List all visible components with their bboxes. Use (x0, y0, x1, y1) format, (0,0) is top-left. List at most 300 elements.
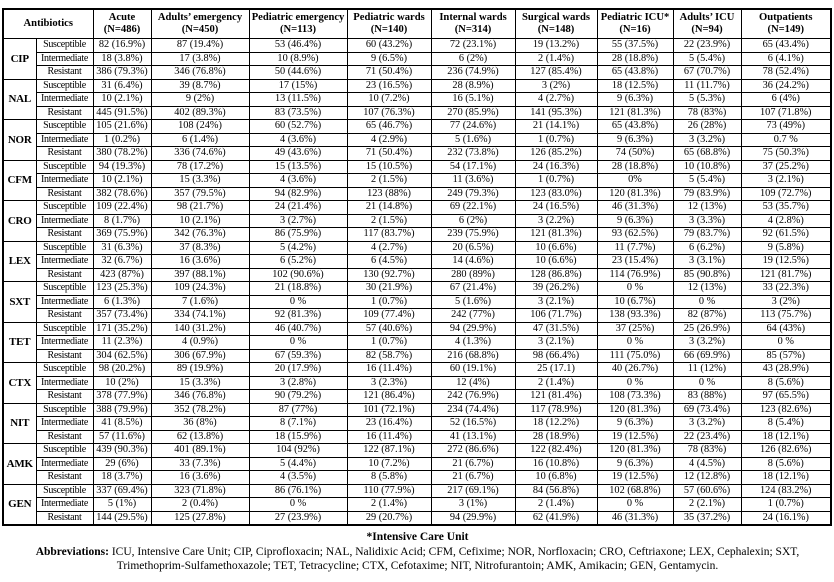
table-row (3, 39, 831, 53)
value-cell: 270 (85.9%) (431, 106, 515, 120)
value-cell: 28 (18.9%) (515, 430, 597, 444)
value-cell: 357 (79.5%) (151, 187, 249, 201)
table-row (3, 268, 831, 282)
value-cell: 24 (16.3%) (515, 160, 597, 174)
value-cell: 54 (17.1%) (431, 160, 515, 174)
value-cell: 3 (3.3%) (673, 214, 741, 228)
antibiotic-susceptibility-table (2, 8, 832, 526)
value-cell: 86 (75.9%) (249, 228, 347, 242)
category-label: Susceptible (36, 241, 93, 255)
category-label: Susceptible (36, 201, 93, 215)
column-header: Internal wards (N=314) (431, 9, 515, 39)
value-cell: 10 (6.8%) (515, 471, 597, 485)
category-label: Susceptible (36, 363, 93, 377)
table-row (3, 282, 831, 296)
value-cell: 120 (81.3%) (597, 187, 673, 201)
value-cell: 380 (78.2%) (93, 147, 151, 161)
table-row (3, 471, 831, 485)
value-cell: 6 (4.1%) (741, 52, 831, 66)
table-row (3, 187, 831, 201)
value-cell: 3 (2%) (741, 295, 831, 309)
value-cell: 8 (5.6%) (741, 376, 831, 390)
table-row (3, 309, 831, 323)
table-row (3, 133, 831, 147)
value-cell: 10 (2.1%) (93, 174, 151, 188)
value-cell: 21 (18.8%) (249, 282, 347, 296)
antibiotic-code: TET (3, 322, 36, 363)
value-cell: 36 (24.2%) (741, 79, 831, 93)
value-cell: 334 (74.1%) (151, 309, 249, 323)
value-cell: 6 (6.2%) (673, 241, 741, 255)
value-cell: 439 (90.3%) (93, 444, 151, 458)
value-cell: 21 (14.1%) (515, 120, 597, 134)
value-cell: 46 (31.3%) (597, 201, 673, 215)
value-cell: 11 (12%) (673, 363, 741, 377)
table-row (3, 93, 831, 107)
value-cell: 3 (2.7%) (249, 214, 347, 228)
value-cell: 39 (8.7%) (151, 79, 249, 93)
value-cell: 111 (75.0%) (597, 349, 673, 363)
value-cell: 78 (83%) (673, 444, 741, 458)
value-cell: 1 (0.7%) (347, 336, 431, 350)
value-cell: 2 (1.4%) (515, 376, 597, 390)
value-cell: 19 (12.5%) (741, 255, 831, 269)
value-cell: 13 (11.5%) (249, 93, 347, 107)
value-cell: 117 (78.9%) (515, 403, 597, 417)
value-cell: 5 (1.6%) (431, 133, 515, 147)
value-cell: 11 (7.7%) (597, 241, 673, 255)
value-cell: 2 (1.4%) (515, 498, 597, 512)
value-cell: 9 (6.3%) (597, 417, 673, 431)
value-cell: 10 (6.7%) (597, 295, 673, 309)
value-cell: 2 (1.4%) (515, 52, 597, 66)
value-cell: 83 (88%) (673, 390, 741, 404)
value-cell: 57 (11.6%) (93, 430, 151, 444)
column-header: Pediatric ICU* (N=16) (597, 9, 673, 39)
value-cell: 6 (1.3%) (93, 295, 151, 309)
value-cell: 5 (1%) (93, 498, 151, 512)
value-cell: 3 (2%) (515, 79, 597, 93)
value-cell: 18 (15.9%) (249, 430, 347, 444)
value-cell: 125 (27.8%) (151, 511, 249, 525)
value-cell: 304 (62.5%) (93, 349, 151, 363)
value-cell: 83 (73.5%) (249, 106, 347, 120)
value-cell: 53 (35.7%) (741, 201, 831, 215)
antibiotic-code: AMK (3, 444, 36, 485)
value-cell: 20 (17.9%) (249, 363, 347, 377)
category-label: Resistant (36, 147, 93, 161)
value-cell: 21 (14.8%) (347, 201, 431, 215)
table-row (3, 295, 831, 309)
value-cell: 104 (92%) (249, 444, 347, 458)
value-cell: 6 (1.4%) (151, 133, 249, 147)
category-label: Resistant (36, 390, 93, 404)
value-cell: 4 (2.9%) (347, 133, 431, 147)
value-cell: 46 (31.3%) (597, 511, 673, 525)
antibiotic-code: CIP (3, 39, 36, 80)
value-cell: 109 (72.7%) (741, 187, 831, 201)
value-cell: 9 (5.8%) (741, 241, 831, 255)
category-label: Resistant (36, 430, 93, 444)
value-cell: 15 (3.3%) (151, 376, 249, 390)
column-header: Outpatients (N=149) (741, 9, 831, 39)
table-row (3, 336, 831, 350)
value-cell: 0 % (673, 295, 741, 309)
value-cell: 107 (76.3%) (347, 106, 431, 120)
category-label: Resistant (36, 66, 93, 80)
table-row (3, 120, 831, 134)
value-cell: 10 (10.8%) (673, 160, 741, 174)
value-cell: 79 (83.7%) (673, 228, 741, 242)
value-cell: 0 % (597, 376, 673, 390)
value-cell: 19 (12.5%) (597, 471, 673, 485)
value-cell: 397 (88.1%) (151, 268, 249, 282)
value-cell: 93 (62.5%) (597, 228, 673, 242)
table-row (3, 228, 831, 242)
category-label: Susceptible (36, 79, 93, 93)
value-cell: 323 (71.8%) (151, 484, 249, 498)
value-cell: 97 (65.5%) (741, 390, 831, 404)
value-cell: 126 (85.2%) (515, 147, 597, 161)
value-cell: 402 (89.3%) (151, 106, 249, 120)
value-cell: 79 (83.9%) (673, 187, 741, 201)
category-label: Susceptible (36, 322, 93, 336)
value-cell: 1 (0.7%) (741, 498, 831, 512)
value-cell: 73 (49%) (741, 120, 831, 134)
value-cell: 337 (69.4%) (93, 484, 151, 498)
value-cell: 75 (50.3%) (741, 147, 831, 161)
value-cell: 85 (90.8%) (673, 268, 741, 282)
category-label: Intermediate (36, 52, 93, 66)
value-cell: 19 (12.5%) (597, 430, 673, 444)
antibiotic-code: CTX (3, 363, 36, 404)
value-cell: 10 (7.2%) (347, 93, 431, 107)
value-cell: 114 (76.9%) (597, 268, 673, 282)
value-cell: 35 (37.2%) (673, 511, 741, 525)
value-cell: 0 % (673, 376, 741, 390)
value-cell: 72 (23.1%) (431, 39, 515, 53)
value-cell: 3 (2.1%) (515, 336, 597, 350)
abbreviations-label: Abbreviations: (35, 546, 109, 558)
value-cell: 16 (11.4%) (347, 430, 431, 444)
value-cell: 110 (77.9%) (347, 484, 431, 498)
value-cell: 18 (12.1%) (741, 430, 831, 444)
table-row (3, 390, 831, 404)
value-cell: 8 (5.8%) (347, 471, 431, 485)
value-cell: 8 (5.4%) (741, 417, 831, 431)
value-cell: 37 (25.2%) (741, 160, 831, 174)
value-cell: 24 (21.4%) (249, 201, 347, 215)
value-cell: 92 (81.3%) (249, 309, 347, 323)
value-cell: 9 (6.3%) (597, 133, 673, 147)
category-label: Intermediate (36, 417, 93, 431)
value-cell: 9 (6.3%) (597, 457, 673, 471)
category-label: Resistant (36, 268, 93, 282)
value-cell: 4 (2.8%) (741, 214, 831, 228)
value-cell: 102 (68.8%) (597, 484, 673, 498)
value-cell: 25 (17.1) (515, 363, 597, 377)
table-row (3, 498, 831, 512)
antibiotic-code: NIT (3, 403, 36, 444)
value-cell: 5 (4.4%) (249, 457, 347, 471)
value-cell: 342 (76.3%) (151, 228, 249, 242)
value-cell: 249 (79.3%) (431, 187, 515, 201)
value-cell: 24 (16.5%) (515, 201, 597, 215)
value-cell: 71 (50.4%) (347, 66, 431, 80)
value-cell: 3 (2.2%) (515, 214, 597, 228)
table-row (3, 174, 831, 188)
value-cell: 4 (3.5%) (249, 471, 347, 485)
value-cell: 123 (83.0%) (515, 187, 597, 201)
table-row (3, 160, 831, 174)
value-cell: 29 (20.7%) (347, 511, 431, 525)
table-row (3, 444, 831, 458)
column-header: Acute (N=486) (93, 9, 151, 39)
value-cell: 11 (3.6%) (431, 174, 515, 188)
value-cell: 11 (11.7%) (673, 79, 741, 93)
value-cell: 102 (90.6%) (249, 268, 347, 282)
value-cell: 24 (16.1%) (741, 511, 831, 525)
value-cell: 21 (6.7%) (431, 457, 515, 471)
table-row (3, 201, 831, 215)
value-cell: 60 (19.1%) (431, 363, 515, 377)
table-row (3, 484, 831, 498)
value-cell: 3 (3.2%) (673, 417, 741, 431)
value-cell: 62 (13.8%) (151, 430, 249, 444)
value-cell: 27 (23.9%) (249, 511, 347, 525)
value-cell: 6 (4.5%) (347, 255, 431, 269)
table-row (3, 349, 831, 363)
value-cell: 123 (25.3%) (93, 282, 151, 296)
value-cell: 53 (46.4%) (249, 39, 347, 53)
value-cell: 78 (83%) (673, 106, 741, 120)
value-cell: 9 (6.3%) (597, 93, 673, 107)
value-cell: 4 (1.3%) (431, 336, 515, 350)
table-row (3, 106, 831, 120)
category-label: Resistant (36, 228, 93, 242)
value-cell: 3 (2.1%) (741, 174, 831, 188)
value-cell: 272 (86.6%) (431, 444, 515, 458)
value-cell: 2 (1.5%) (347, 214, 431, 228)
value-cell: 140 (31.2%) (151, 322, 249, 336)
value-cell: 40 (26.7%) (597, 363, 673, 377)
category-label: Resistant (36, 106, 93, 120)
value-cell: 0 % (249, 336, 347, 350)
table-row (3, 376, 831, 390)
value-cell: 123 (88%) (347, 187, 431, 201)
value-cell: 90 (79.2%) (249, 390, 347, 404)
column-header: Pediatric emergency (N=113) (249, 9, 347, 39)
value-cell: 10 (6.6%) (515, 255, 597, 269)
value-cell: 121 (81.3%) (597, 106, 673, 120)
value-cell: 78 (17.2%) (151, 160, 249, 174)
value-cell: 124 (83.2%) (741, 484, 831, 498)
table-footer (2, 530, 833, 573)
value-cell: 346 (76.8%) (151, 66, 249, 80)
value-cell: 2 (1.5%) (347, 174, 431, 188)
antibiotic-code: NAL (3, 79, 36, 120)
value-cell: 6 (2%) (431, 214, 515, 228)
value-cell: 0 % (597, 336, 673, 350)
value-cell: 306 (67.9%) (151, 349, 249, 363)
value-cell: 216 (68.8%) (431, 349, 515, 363)
value-cell: 141 (95.3%) (515, 106, 597, 120)
value-cell: 239 (75.9%) (431, 228, 515, 242)
value-cell: 4 (3.6%) (249, 133, 347, 147)
value-cell: 122 (87.1%) (347, 444, 431, 458)
value-cell: 10 (2.1%) (93, 93, 151, 107)
category-label: Intermediate (36, 255, 93, 269)
value-cell: 16 (10.8%) (515, 457, 597, 471)
antibiotic-code: SXT (3, 282, 36, 323)
value-cell: 0 % (597, 498, 673, 512)
value-cell: 10 (6.6%) (515, 241, 597, 255)
value-cell: 36 (8%) (151, 417, 249, 431)
value-cell: 3 (3.1%) (673, 255, 741, 269)
value-cell: 5 (4.2%) (249, 241, 347, 255)
value-cell: 120 (81.3%) (597, 444, 673, 458)
value-cell: 10 (2.1%) (151, 214, 249, 228)
value-cell: 7 (1.6%) (151, 295, 249, 309)
category-label: Susceptible (36, 39, 93, 53)
value-cell: 232 (73.8%) (431, 147, 515, 161)
value-cell: 445 (91.5%) (93, 106, 151, 120)
value-cell: 378 (77.9%) (93, 390, 151, 404)
category-label: Intermediate (36, 498, 93, 512)
table-row (3, 417, 831, 431)
value-cell: 423 (87%) (93, 268, 151, 282)
value-cell: 2 (2.1%) (673, 498, 741, 512)
value-cell: 18 (3.8%) (93, 52, 151, 66)
table-row (3, 322, 831, 336)
value-cell: 3 (2.8%) (249, 376, 347, 390)
value-cell: 120 (81.3%) (597, 403, 673, 417)
value-cell: 109 (22.4%) (93, 201, 151, 215)
category-label: Resistant (36, 511, 93, 525)
value-cell: 130 (92.7%) (347, 268, 431, 282)
table-row (3, 214, 831, 228)
value-cell: 65 (43.8%) (597, 120, 673, 134)
value-cell: 15 (3.3%) (151, 174, 249, 188)
value-cell: 2 (0.4%) (151, 498, 249, 512)
value-cell: 14 (4.6%) (431, 255, 515, 269)
table-header (3, 9, 831, 39)
value-cell: 94 (29.9%) (431, 322, 515, 336)
value-cell: 346 (76.8%) (151, 390, 249, 404)
value-cell: 19 (13.2%) (515, 39, 597, 53)
value-cell: 0 % (249, 498, 347, 512)
value-cell: 5 (5.4%) (673, 174, 741, 188)
category-label: Intermediate (36, 457, 93, 471)
value-cell: 122 (82.4%) (515, 444, 597, 458)
value-cell: 121 (81.3%) (515, 228, 597, 242)
value-cell: 18 (12.5%) (597, 79, 673, 93)
value-cell: 4 (3.6%) (249, 174, 347, 188)
antibiotic-code: LEX (3, 241, 36, 282)
value-cell: 29 (6%) (93, 457, 151, 471)
value-cell: 280 (89%) (431, 268, 515, 282)
value-cell: 98 (21.7%) (151, 201, 249, 215)
value-cell: 6 (4%) (741, 93, 831, 107)
value-cell: 32 (6.7%) (93, 255, 151, 269)
value-cell: 94 (82.9%) (249, 187, 347, 201)
category-label: Intermediate (36, 93, 93, 107)
value-cell: 33 (22.3%) (741, 282, 831, 296)
value-cell: 0 % (597, 282, 673, 296)
value-cell: 17 (15%) (249, 79, 347, 93)
table-row (3, 430, 831, 444)
value-cell: 41 (13.1%) (431, 430, 515, 444)
value-cell: 16 (3.6%) (151, 255, 249, 269)
value-cell: 3 (2.3%) (347, 376, 431, 390)
value-cell: 47 (31.5%) (515, 322, 597, 336)
value-cell: 105 (21.6%) (93, 120, 151, 134)
value-cell: 22 (23.4%) (673, 430, 741, 444)
value-cell: 127 (85.4%) (515, 66, 597, 80)
table-body (3, 39, 831, 526)
table-row (3, 52, 831, 66)
value-cell: 107 (71.8%) (741, 106, 831, 120)
value-cell: 8 (7.1%) (249, 417, 347, 431)
value-cell: 20 (6.5%) (431, 241, 515, 255)
value-cell: 89 (19.9%) (151, 363, 249, 377)
table-row (3, 255, 831, 269)
value-cell: 87 (77%) (249, 403, 347, 417)
value-cell: 28 (8.9%) (431, 79, 515, 93)
value-cell: 401 (89.1%) (151, 444, 249, 458)
value-cell: 52 (16.5%) (431, 417, 515, 431)
table-row (3, 403, 831, 417)
category-label: Intermediate (36, 376, 93, 390)
category-label: Susceptible (36, 282, 93, 296)
value-cell: 84 (56.8%) (515, 484, 597, 498)
value-cell: 74 (50%) (597, 147, 673, 161)
value-cell: 1 (0.7%) (515, 133, 597, 147)
value-cell: 388 (79.9%) (93, 403, 151, 417)
value-cell: 12 (13%) (673, 201, 741, 215)
value-cell: 10 (7.2%) (347, 457, 431, 471)
value-cell: 6 (5.2%) (249, 255, 347, 269)
table-row (3, 457, 831, 471)
value-cell: 138 (93.3%) (597, 309, 673, 323)
value-cell: 16 (5.1%) (431, 93, 515, 107)
value-cell: 98 (66.4%) (515, 349, 597, 363)
value-cell: 82 (16.9%) (93, 39, 151, 53)
value-cell: 22 (23.9%) (673, 39, 741, 53)
value-cell: 31 (6.4%) (93, 79, 151, 93)
category-label: Intermediate (36, 133, 93, 147)
value-cell: 49 (43.6%) (249, 147, 347, 161)
table-row (3, 241, 831, 255)
value-cell: 3 (3.2%) (673, 336, 741, 350)
value-cell: 121 (86.4%) (347, 390, 431, 404)
antibiotic-code: CFM (3, 160, 36, 201)
value-cell: 18 (3.7%) (93, 471, 151, 485)
value-cell: 23 (15.4%) (597, 255, 673, 269)
abbreviations-line (2, 545, 833, 573)
value-cell: 78 (52.4%) (741, 66, 831, 80)
category-label: Susceptible (36, 484, 93, 498)
value-cell: 12 (12.8%) (673, 471, 741, 485)
value-cell: 85 (57%) (741, 349, 831, 363)
value-cell: 55 (37.5%) (597, 39, 673, 53)
value-cell: 82 (87%) (673, 309, 741, 323)
value-cell: 5 (5.3%) (673, 93, 741, 107)
value-cell: 18 (12.1%) (741, 471, 831, 485)
value-cell: 18 (12.2%) (515, 417, 597, 431)
value-cell: 1 (0.7%) (347, 295, 431, 309)
value-cell: 60 (43.2%) (347, 39, 431, 53)
